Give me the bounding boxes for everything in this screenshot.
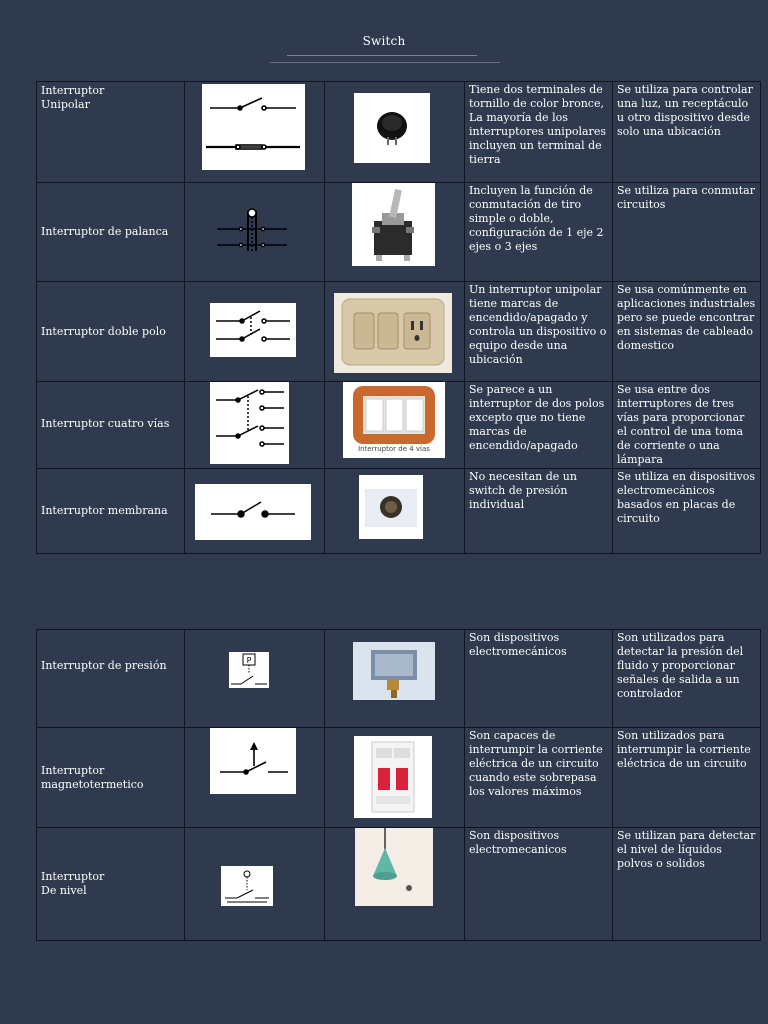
switch-name: Interruptor De nivel bbox=[41, 870, 105, 897]
usage-text: Se utiliza para conmutar circuitos bbox=[617, 184, 755, 211]
usage-cell bbox=[613, 282, 761, 382]
description-text: No necesitan de un switch de presión individual bbox=[469, 470, 577, 511]
usage-text: Son utilizados para interrumpir la corriente eléctrica de un circuito bbox=[617, 729, 751, 770]
symbol-cell bbox=[185, 828, 325, 941]
switch-name: Interruptor membrana bbox=[41, 504, 168, 517]
pressure-switch-symbol-icon bbox=[229, 652, 269, 688]
table-row bbox=[37, 183, 761, 282]
symbol-cell bbox=[185, 82, 325, 183]
usage-cell bbox=[613, 469, 761, 554]
photo-cell bbox=[325, 630, 465, 728]
circuit-breaker-photo bbox=[354, 736, 432, 818]
description-text: Incluyen la función de conmutación de tiro simple o doble, configuración de 1 eje 2 ejes o 3 ejes bbox=[469, 184, 604, 253]
symbol-cell bbox=[185, 630, 325, 728]
name-cell bbox=[37, 728, 185, 828]
table-row bbox=[37, 282, 761, 382]
switch-table-2 bbox=[36, 629, 761, 941]
usage-cell bbox=[613, 828, 761, 941]
description-text: Son dispositivos electromecánicos bbox=[469, 631, 567, 658]
pressure-switch-photo bbox=[353, 642, 435, 700]
photo-cell bbox=[325, 82, 465, 183]
photo-cell bbox=[325, 469, 465, 554]
pressure-symbol-letter: P bbox=[246, 656, 252, 665]
photo-cell bbox=[325, 828, 465, 941]
name-cell bbox=[37, 828, 185, 941]
page-title: Switch bbox=[362, 34, 406, 48]
four-way-switch-symbol-icon bbox=[210, 382, 289, 464]
toggle-switch-symbol-icon bbox=[215, 203, 295, 259]
name-cell bbox=[37, 183, 185, 282]
membrane-switch-symbol-icon bbox=[195, 484, 311, 540]
name-cell bbox=[37, 469, 185, 554]
photo-caption: Interruptor de 4 vías bbox=[358, 445, 430, 453]
symbol-cell bbox=[185, 728, 325, 828]
description-text: Son capaces de interrumpir la corriente eléctrica de un circuito cuando este sobrepasa los valores máximos bbox=[469, 729, 603, 798]
usage-text: Son utilizados para detectar la presión del fluido y proporcionar señales de salida a un controlador bbox=[617, 631, 744, 700]
name-cell bbox=[37, 82, 185, 183]
name-cell bbox=[37, 382, 185, 469]
photo-cell bbox=[325, 282, 465, 382]
switch-name: Interruptor doble polo bbox=[41, 324, 166, 338]
single-pole-switch-symbol-icon bbox=[202, 84, 305, 170]
photo-cell bbox=[325, 183, 465, 282]
double-pole-switch-symbol-icon bbox=[210, 303, 296, 357]
symbol-cell bbox=[185, 282, 325, 382]
table-row bbox=[37, 382, 761, 469]
usage-cell bbox=[613, 728, 761, 828]
wall-switch-outlet-photo bbox=[334, 293, 452, 373]
switch-name: Interruptor de presión bbox=[41, 659, 167, 672]
membrane-switch-photo bbox=[359, 475, 423, 539]
usage-text: Se utiliza en dispositivos electromecánicos basados en placas de circuito bbox=[617, 470, 755, 525]
description-text: Un interruptor unipolar tiene marcas de encendido/apagado y controla un dispositivo o equipo desde una ubicación bbox=[469, 283, 607, 366]
switch-name: Interruptor cuatro vías bbox=[41, 417, 170, 430]
table-row bbox=[37, 728, 761, 828]
four-way-switch-photo bbox=[343, 382, 445, 458]
rocker-switch-photo bbox=[354, 93, 430, 163]
usage-cell bbox=[613, 382, 761, 469]
float-level-switch-photo bbox=[355, 828, 433, 906]
description-cell bbox=[465, 282, 613, 382]
description-text: Son dispositivos electromecanicos bbox=[469, 829, 567, 856]
usage-text: Se utiliza para controlar una luz, un receptáculo u otro dispositivo desde solo una ubicación bbox=[617, 83, 753, 138]
usage-cell bbox=[613, 630, 761, 728]
circuit-breaker-symbol-icon bbox=[210, 728, 296, 794]
table-row bbox=[37, 828, 761, 941]
table-row bbox=[37, 630, 761, 728]
symbol-cell bbox=[185, 469, 325, 554]
switch-name: Interruptor de palanca bbox=[41, 225, 169, 238]
name-cell bbox=[37, 630, 185, 728]
description-cell bbox=[465, 630, 613, 728]
symbol-cell bbox=[185, 382, 325, 469]
switch-table-1 bbox=[36, 81, 761, 554]
description-cell bbox=[465, 382, 613, 469]
description-cell bbox=[465, 728, 613, 828]
toggle-switch-photo bbox=[352, 183, 435, 266]
switch-name: Interruptor Unipolar bbox=[41, 84, 105, 111]
table-row bbox=[37, 82, 761, 183]
photo-cell bbox=[325, 382, 465, 469]
usage-cell bbox=[613, 82, 761, 183]
level-switch-symbol-icon bbox=[221, 866, 273, 906]
description-text: Tiene dos terminales de tornillo de color bronce, La mayoría de los interruptores unipolares incluyen un terminal de tierra bbox=[469, 83, 606, 166]
table-row bbox=[37, 469, 761, 554]
description-cell bbox=[465, 469, 613, 554]
description-cell bbox=[465, 82, 613, 183]
description-text: Se parece a un interruptor de dos polos excepto que no tiene marcas de encendido/apagado bbox=[469, 383, 605, 452]
description-cell bbox=[465, 183, 613, 282]
usage-text: Se utilizan para detectar el nivel de líquidos polvos o solidos bbox=[617, 829, 756, 870]
photo-cell bbox=[325, 728, 465, 828]
usage-cell bbox=[613, 183, 761, 282]
symbol-cell bbox=[185, 183, 325, 282]
title-underline-secondary bbox=[270, 62, 500, 63]
description-cell bbox=[465, 828, 613, 941]
switch-name: Interruptor magnetotermetico bbox=[41, 763, 144, 791]
usage-text: Se usa entre dos interruptores de tres vías para proporcionar el control de una toma de corriente o una lámpara bbox=[617, 383, 745, 466]
usage-text: Se usa comúnmente en aplicaciones industriales pero se puede encontrar en sistemas de cableado domestico bbox=[617, 283, 756, 352]
title-underline bbox=[287, 55, 477, 56]
name-cell bbox=[37, 282, 185, 382]
